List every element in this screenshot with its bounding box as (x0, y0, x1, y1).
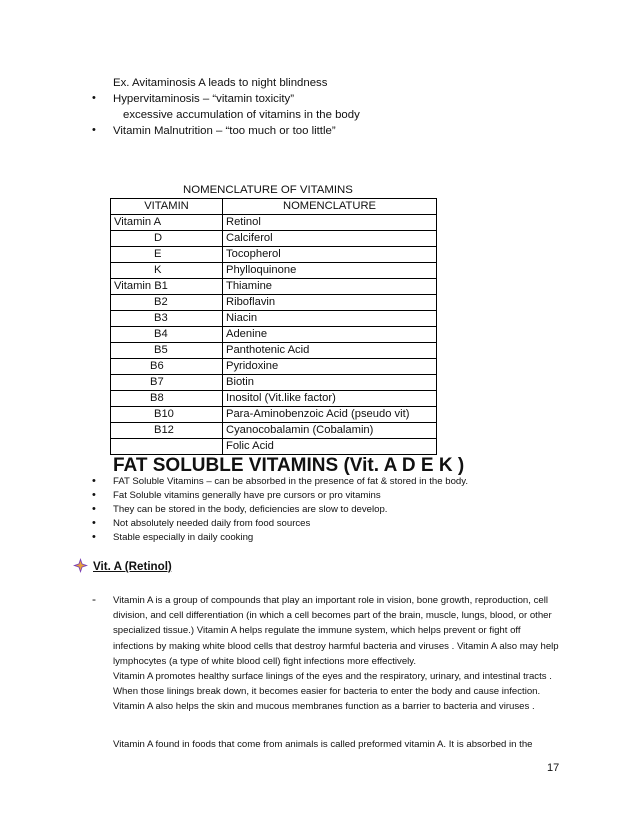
table-cell-nomenclature: Riboflavin (223, 295, 437, 311)
bullet-dot: • (92, 517, 96, 529)
table-cell-vitamin: B10 (154, 408, 174, 420)
table-cell-vitamin (111, 439, 223, 455)
table-cell-vitamin: B8 (150, 392, 164, 404)
table-cell-vitamin: B4 (154, 328, 168, 340)
fat-bullet-1: FAT Soluble Vitamins – can be absorbed in the presence of fat & stored in the body. (113, 476, 469, 487)
table-row (111, 439, 437, 455)
table-row (111, 391, 437, 407)
fat-bullet-4: Not absolutely needed daily from food sources (113, 518, 311, 529)
table-row (111, 279, 437, 295)
nomenclature-table (110, 198, 437, 455)
table-cell-vitamin: B2 (154, 296, 168, 308)
table-row (111, 263, 437, 279)
bullet-dot: • (92, 92, 96, 104)
table-row (111, 327, 437, 343)
table-cell-nomenclature: Biotin (223, 375, 437, 391)
table-row (111, 247, 437, 263)
intro-line-1: Ex. Avitaminosis A leads to night blindness (113, 77, 328, 89)
table-cell-nomenclature: Para-Aminobenzoic Acid (pseudo vit) (223, 407, 437, 423)
table-cell-vitamin: Vitamin A (111, 215, 223, 231)
table-cell-nomenclature: Calciferol (223, 231, 437, 247)
table-row (111, 407, 437, 423)
intro-bullet-malnutrition: Vitamin Malnutrition – “too much or too little” (113, 125, 336, 137)
table-cell-nomenclature: Phylloquinone (223, 263, 437, 279)
bullet-dot: • (92, 489, 96, 501)
table-header-vitamin: VITAMIN (111, 199, 223, 215)
fat-bullet-5: Stable especially in daily cooking (113, 532, 254, 543)
table-cell-vitamin: B7 (150, 376, 164, 388)
bullet-dot: • (92, 124, 96, 136)
table-cell-nomenclature: Folic Acid (223, 439, 437, 455)
intro-line-3: excessive accumulation of vitamins in the body (123, 109, 360, 121)
section-heading-fat-soluble: FAT SOLUBLE VITAMINS (Vit. A D E K ) (113, 455, 465, 476)
table-cell-nomenclature: Inositol (Vit.like factor) (223, 391, 437, 407)
fat-bullet-3: They can be stored in the body, deficiencies are slow to develop. (113, 504, 388, 515)
fat-bullet-2: Fat Soluble vitamins generally have pre cursors or pro vitamins (113, 490, 381, 501)
table-cell-nomenclature: Retinol (223, 215, 437, 231)
table-cell-nomenclature: Tocopherol (223, 247, 437, 263)
table-cell-vitamin: Vitamin B1 (111, 279, 223, 295)
table-cell-vitamin: B5 (154, 344, 168, 356)
bullet-dot: • (92, 531, 96, 543)
table-row (111, 311, 437, 327)
table-cell-vitamin: B6 (150, 360, 164, 372)
table-cell-nomenclature: Pyridoxine (223, 359, 437, 375)
table-cell-vitamin: B12 (154, 424, 174, 436)
table-header-row (111, 199, 437, 215)
table-cell-nomenclature: Cyanocobalamin (Cobalamin) (223, 423, 437, 439)
paragraph-vit-a-1: Vitamin A is a group of compounds that play an important role in vision, bone growth, reproduction, cell division, and cell differentiation (in which a cell becomes part of the brain, muscle, lungs, blood, or other specialized tissue.) Vitamin A helps regulate the immune system, which helps prevent or fight off infections by making white blood cells that destroy harmful bacteria and viruses . Vitamin A also may help lymphocytes (a type of white blood cell) fight infections more effectively. (113, 595, 559, 667)
table-row (111, 215, 437, 231)
paragraph-vit-a-3: Vitamin A found in foods that come from animals is called preformed vitamin A. It is absorbed in the (113, 739, 533, 750)
page-number: 17 (547, 762, 560, 774)
intro-bullet-hypervitaminosis: Hypervitaminosis – “vitamin toxicity” (113, 93, 295, 105)
table-cell-nomenclature: Adenine (223, 327, 437, 343)
bullet-dot: • (92, 475, 96, 487)
dash-marker: - (92, 592, 96, 606)
table-header-nomenclature: NOMENCLATURE (223, 199, 437, 215)
table-cell-vitamin: K (154, 264, 162, 276)
bullet-dot: • (92, 503, 96, 515)
table-row (111, 231, 437, 247)
arrow-bullet-icon (73, 558, 88, 573)
subheading-vit-a: Vit. A (Retinol) (93, 560, 172, 573)
table-row (111, 295, 437, 311)
table-cell-vitamin: D (154, 232, 163, 244)
table-row (111, 423, 437, 439)
table-row (111, 359, 437, 375)
table-row (111, 375, 437, 391)
table-caption: NOMENCLATURE OF VITAMINS (183, 184, 353, 196)
table-cell-nomenclature: Panthotenic Acid (223, 343, 437, 359)
table-cell-vitamin: E (154, 248, 162, 260)
table-row (111, 343, 437, 359)
table-cell-nomenclature: Thiamine (223, 279, 437, 295)
table-cell-nomenclature: Niacin (223, 311, 437, 327)
paragraph-vit-a-2: Vitamin A promotes healthy surface linings of the eyes and the respiratory, urinary, and intestinal tracts . When those linings break down, it becomes easier for bacteria to enter the body and cause infection. Vitamin A also helps the skin and mucous membranes function as a barrier to bacteria and viruses . (113, 671, 552, 713)
table-cell-vitamin: B3 (154, 312, 168, 324)
